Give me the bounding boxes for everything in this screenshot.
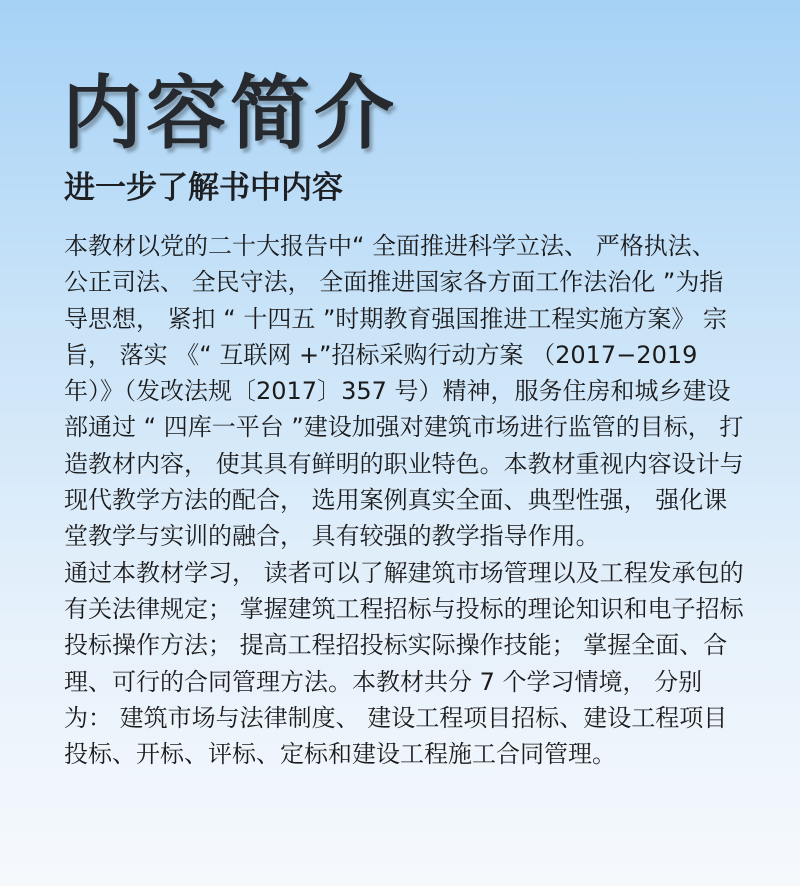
page-subtitle: 进一步了解书中内容	[64, 170, 343, 206]
book-description	[64, 228, 744, 772]
description-paragraph: 通过本教材学习， 读者可以了解建筑市场管理以及工程发承包的有关法律规定； 掌握建筑工程招标与投标的理论知识和电子招标投标操作方法； 提高工程招投标实际操作技能； 掌握全面、合理、可行的合同管理方法。本教材共分 7 个学习情境， 分别为： 建筑市场与法律制度、 建设工程项目招标、建设工程项目投标、开标、评标、定标和建设工程施工合同管理。	[64, 558, 744, 769]
description-paragraph: 本教材以党的二十大报告中“ 全面推进科学立法、 严格执法、 公正司法、 全民守法， 全面推进国家各方面工作法治化 ”为指导思想， 紧扣 “ 十四五 ”时期教育强国推进工程实施方案》 宗旨， 落实 《“ 互联网 +”招标采购行动方案 （2017−2019 年）》（发改法规〔2017〕357 号）精神，服务住房和城乡建设部通过 “ 四库一平台 ”建设加强对建筑市场进行监管的目标， 打造教材内容， 使其具有鲜明的职业特色。本教材重视内容设计与现代教学方法的配合， 选用案例真实全面、典型性强， 强化课堂教学与实训的融合， 具有较强的教学指导作用。	[64, 232, 744, 551]
page-title: 内容简介	[62, 67, 398, 160]
